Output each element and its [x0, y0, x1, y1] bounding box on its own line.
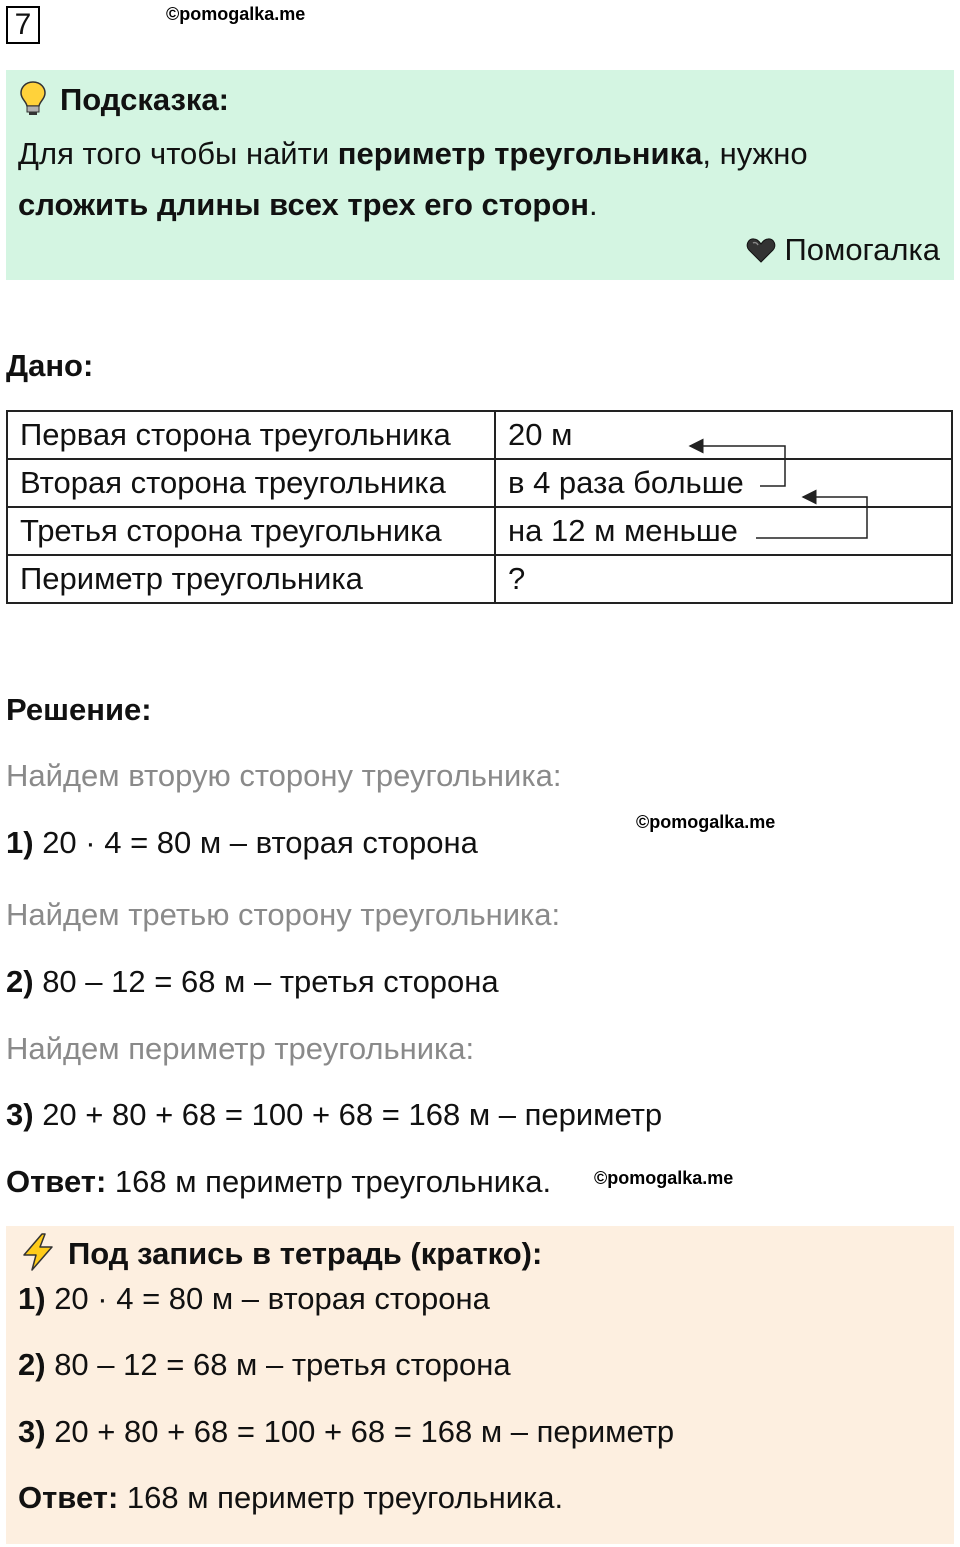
nb-step1-num: 1): [18, 1281, 46, 1316]
step1-line: [6, 825, 478, 861]
step2-text: 80 – 12 = 68 м – третья сторона: [33, 964, 499, 999]
notebook-title-text: Под запись в тетрадь (кратко):: [68, 1236, 543, 1271]
table-cell-value: ?: [495, 555, 952, 603]
step2-num: 2): [6, 964, 34, 999]
hint-bold-2: сложить длины всех трех его сторон: [18, 187, 590, 222]
task-number: 7: [6, 6, 40, 44]
given-title: Дано:: [6, 348, 94, 383]
step2-hint: Найдем третью сторону треугольника:: [6, 897, 561, 932]
hint-signature: [746, 232, 940, 268]
step3-text: 20 + 80 + 68 = 100 + 68 = 168 м – периметр: [33, 1097, 663, 1132]
answer-label: Ответ:: [6, 1164, 107, 1199]
table-cell-value: на 12 м меньше: [495, 507, 952, 555]
given-table: [6, 410, 953, 604]
nb-answer-text: 168 м периметр треугольника.: [118, 1480, 564, 1515]
step3-hint: Найдем периметр треугольника:: [6, 1031, 475, 1066]
nb-step3-num: 3): [18, 1414, 46, 1449]
table-cell-label: Первая сторона треугольника: [7, 411, 495, 459]
watermark: ©pomogalka.me: [594, 1168, 734, 1188]
lightbulb-icon: [18, 80, 48, 116]
hint-text-3: .: [589, 187, 598, 222]
nb-step2-text: 80 – 12 = 68 м – третья сторона: [45, 1347, 511, 1382]
table-cell-label: Периметр треугольника: [7, 555, 495, 603]
table-cell-label: Вторая сторона треугольника: [7, 459, 495, 507]
heart-icon: [746, 237, 776, 263]
table-row: [7, 507, 952, 555]
step1-text: 20 · 4 = 80 м – вторая сторона: [33, 825, 478, 860]
table-cell-label: Третья сторона треугольника: [7, 507, 495, 555]
step2-line: [6, 964, 499, 1000]
nb-step1-line: [18, 1281, 490, 1317]
hint-text-2: , нужно: [702, 136, 808, 171]
hint-text: [18, 128, 948, 230]
signature-text: Помогалка: [784, 232, 940, 267]
step3-line: [6, 1097, 662, 1133]
step3-num: 3): [6, 1097, 34, 1132]
table-cell-value: 20 м: [495, 411, 952, 459]
watermark: ©pomogalka.me: [166, 4, 306, 24]
hint-title: [18, 80, 229, 118]
hint-bold-1: периметр треугольника: [337, 136, 703, 171]
step1-num: 1): [6, 825, 34, 860]
step1-hint: Найдем вторую сторону треугольника:: [6, 758, 562, 793]
table-cell-value: в 4 раза больше: [495, 459, 952, 507]
nb-answer-line: [18, 1480, 563, 1516]
nb-step3-text: 20 + 80 + 68 = 100 + 68 = 168 м – периметр: [45, 1414, 675, 1449]
notebook-title: [18, 1232, 542, 1272]
nb-step3-line: [18, 1414, 674, 1450]
lightning-icon: [18, 1232, 58, 1272]
table-row: [7, 555, 952, 603]
nb-step2-line: [18, 1347, 511, 1383]
table-row: [7, 411, 952, 459]
nb-answer-label: Ответ:: [18, 1480, 119, 1515]
answer-line: [6, 1164, 551, 1200]
table-row: [7, 459, 952, 507]
hint-title-text: Подсказка:: [60, 82, 229, 117]
solution-title: Решение:: [6, 692, 152, 727]
hint-text-1: Для того чтобы найти: [18, 136, 338, 171]
nb-step2-num: 2): [18, 1347, 46, 1382]
answer-text: 168 м периметр треугольника.: [106, 1164, 552, 1199]
nb-step1-text: 20 · 4 = 80 м – вторая сторона: [45, 1281, 490, 1316]
watermark: ©pomogalka.me: [636, 812, 776, 832]
